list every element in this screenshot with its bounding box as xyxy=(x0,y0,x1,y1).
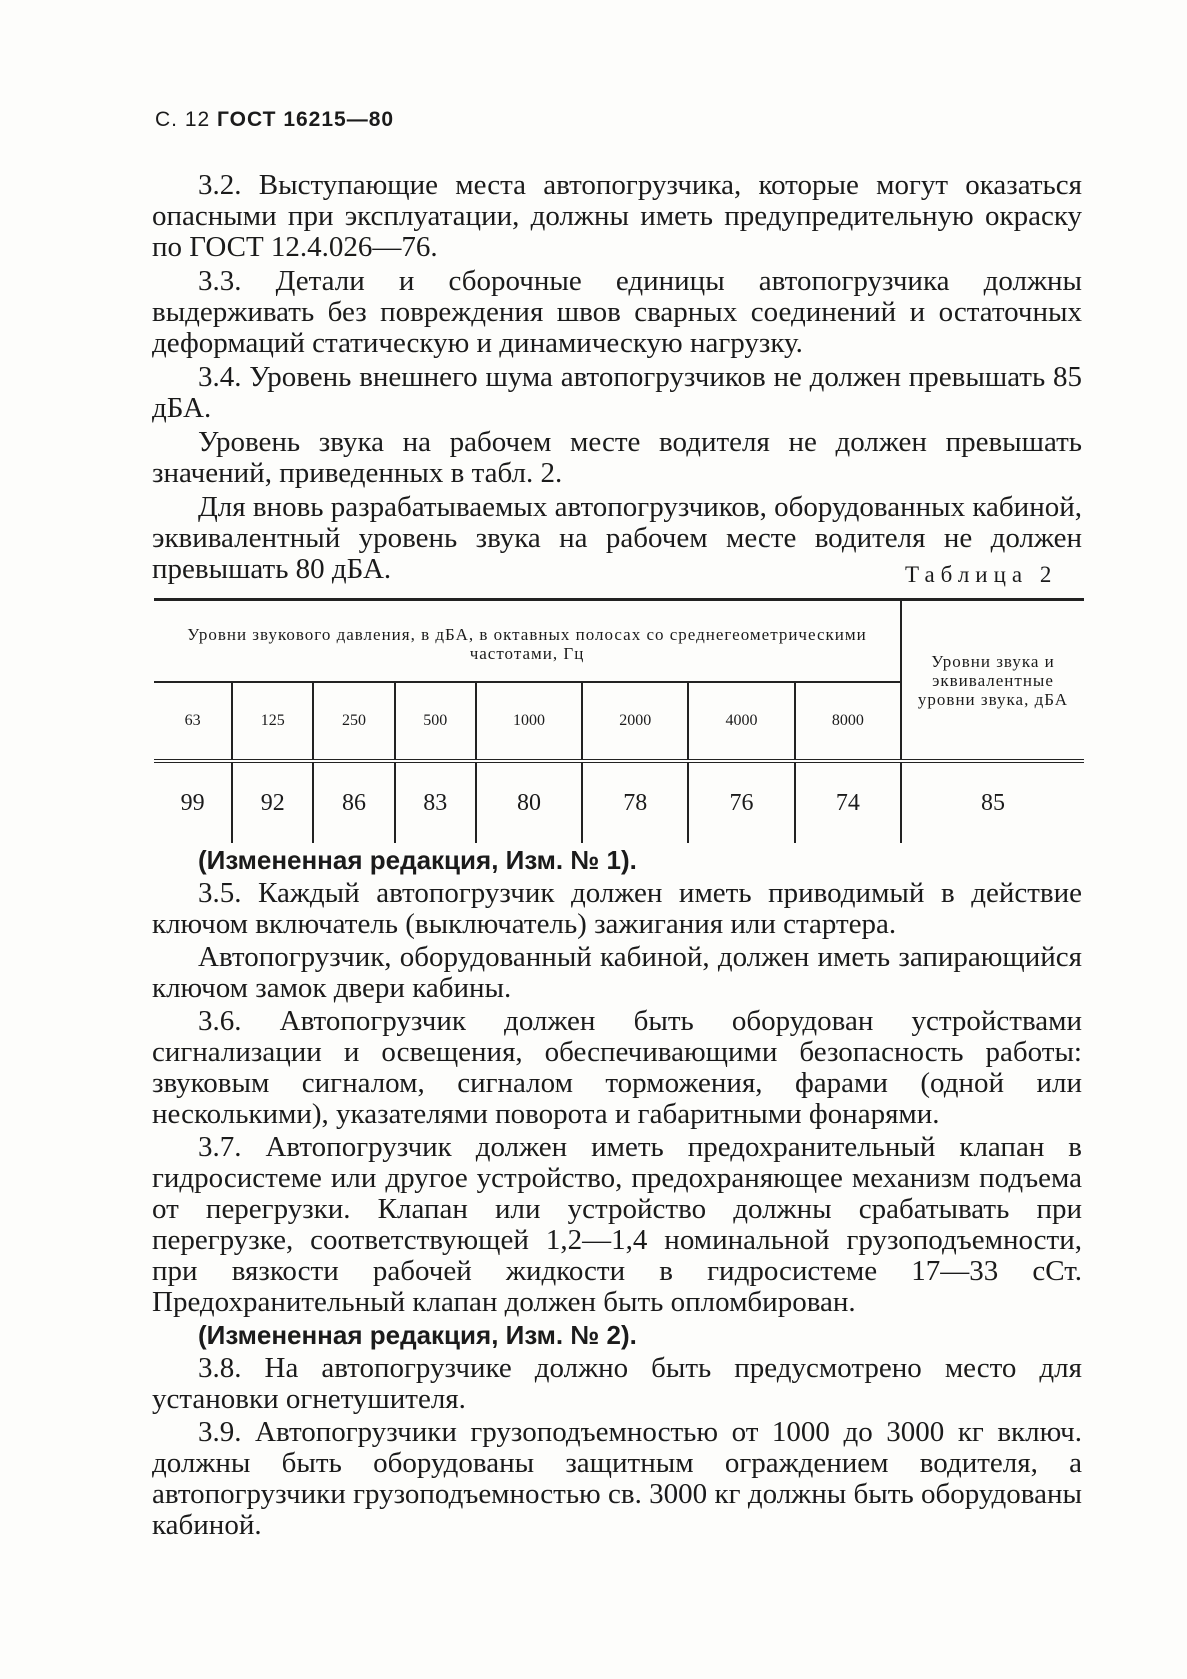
values-row xyxy=(154,761,1084,843)
table-group-header: Уровни звукового давления, в дБА, в октавных полосах со среднегеометрическими частотами, Гц xyxy=(187,625,867,663)
paragraph: Автопогрузчик, оборудованный кабиной, должен иметь запирающийся ключом замок двери кабины. xyxy=(152,941,1082,1004)
frequency-cell: 250 xyxy=(313,682,394,761)
paragraph-3-3: 3.3. Детали и сборочные единицы автопогрузчика должны выдерживать без повреждения швов сварных соединений и остаточных деформаций статическую и динамическую нагрузку. xyxy=(152,265,1082,359)
frequency-cell: 125 xyxy=(232,682,313,761)
amendment-note: (Измененная редакция, Изм. № 2). xyxy=(198,1320,637,1350)
section-bottom xyxy=(152,845,1082,1543)
frequency-cell: 2000 xyxy=(582,682,688,761)
page-header xyxy=(155,108,394,132)
frequency-cell: 500 xyxy=(395,682,476,761)
paragraph-3-2: 3.2. Выступающие места автопогрузчика, которые могут оказаться опасными при эксплуатации, должны иметь предупредительную окраску по ГОСТ 12.4.026—76. xyxy=(152,169,1082,263)
paragraph: 3.7. Автопогрузчик должен иметь предохранительный клапан в гидросистеме или другое устройство, предохраняющее механизм подъема от перегрузки. Клапан или устройство должны срабатывать при перегрузке, соответствующей 1,2—1,4 номинальной грузоподъемности, при вязкости рабочей жидкости в гидросистеме 17—33 сСт. Предохранительный клапан должен быть опломбирован. xyxy=(152,1131,1082,1318)
value-cell: 78 xyxy=(582,761,688,843)
paragraph: 3.8. На автопогрузчике должно быть предусмотрено место для установки огнетушителя. xyxy=(152,1352,1082,1415)
value-cell: 80 xyxy=(476,761,582,843)
amendment-note: (Измененная редакция, Изм. № 1). xyxy=(198,845,637,875)
total-value-cell: 85 xyxy=(901,761,1084,843)
value-cell: 92 xyxy=(232,761,313,843)
frequency-cell: 1000 xyxy=(476,682,582,761)
value-cell: 99 xyxy=(154,761,232,843)
paragraph: 3.5. Каждый автопогрузчик должен иметь приводимый в действие ключом включатель (выключатель) зажигания или стартера. xyxy=(152,877,1082,940)
paragraph-new-loaders: Для вновь разрабатываемых автопогрузчиков, оборудованных кабиной, эквивалентный уровень звука на рабочем месте водителя не должен превышать 80 дБА. xyxy=(152,491,1082,585)
frequency-cell: 8000 xyxy=(795,682,901,761)
section-top xyxy=(152,170,1082,585)
table-caption: Таблица 2 xyxy=(905,562,1058,587)
paragraph-sound-level: Уровень звука на рабочем месте водителя не должен превышать значений, приведенных в табл. 2. xyxy=(152,426,1082,489)
table-right-header: Уровни звука и эквивалентные уровни звука, дБА xyxy=(901,600,1084,762)
value-cell: 86 xyxy=(313,761,394,843)
value-cell: 74 xyxy=(795,761,901,843)
paragraph-3-4: 3.4. Уровень внешнего шума автопогрузчиков не должен превышать 85 дБА. xyxy=(152,361,1082,424)
value-cell: 83 xyxy=(395,761,476,843)
standard-id: ГОСТ 16215—80 xyxy=(217,108,395,131)
frequency-cell: 63 xyxy=(154,682,232,761)
paragraph: 3.6. Автопогрузчик должен быть оборудован устройствами сигнализации и освещения, обеспечивающими безопасность работы: звуковым сигналом, сигналом торможения, фарами (одной или несколькими), указателями поворота и габаритными фонарями. xyxy=(152,1005,1082,1130)
noise-table xyxy=(154,598,1084,843)
page-number: С. 12 xyxy=(155,108,211,131)
value-cell: 76 xyxy=(688,761,794,843)
paragraph: 3.9. Автопогрузчики грузоподъемностью от 1000 до 3000 кг включ. должны быть оборудованы защитным ограждением водителя, а автопогрузчики грузоподъемностью св. 3000 кг должны быть оборудованы кабиной. xyxy=(152,1416,1082,1541)
frequency-cell: 4000 xyxy=(688,682,794,761)
